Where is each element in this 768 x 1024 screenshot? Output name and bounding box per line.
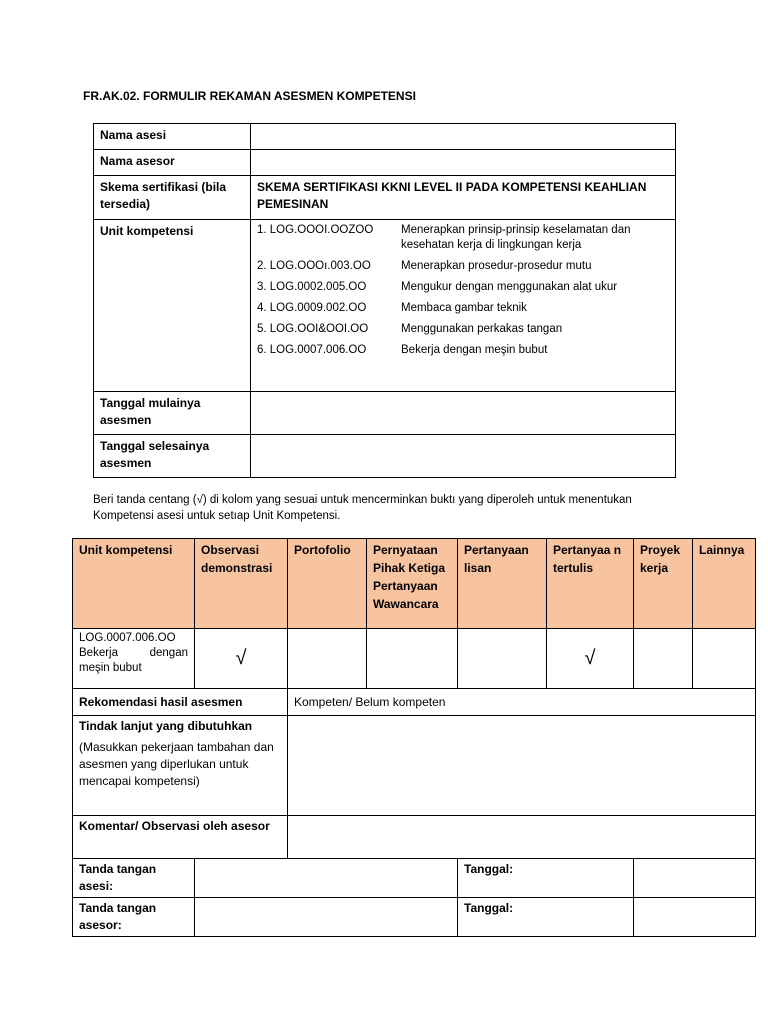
skema-label: Skema sertifikasi (bila tersedia) <box>94 176 251 220</box>
unit-desc: Menerapkan prosedur-prosedur mutu <box>401 260 592 272</box>
check-pertanyaan-tertulis[interactable]: √ <box>547 629 634 689</box>
tanggal-asesi-label: Tanggal: <box>458 859 634 898</box>
unit-desc: Bekerja dengan meşin bubut <box>401 344 548 356</box>
evidence-unit-name: Bekerja dengan meşin bubut <box>79 647 188 674</box>
check-pernyataan[interactable] <box>367 629 458 689</box>
unit-item <box>257 343 669 358</box>
assessment-info-table <box>93 123 676 478</box>
ttd-asesi-label: Tanda tangan asesi: <box>73 859 195 898</box>
tindak-lanjut-label: Tindak lanjut yang dibutuhkan <box>79 719 253 733</box>
unit-desc: Menerapkan prinsip-prinsip keselamatan dan kesehatan kerja di lingkungan kerja <box>401 224 631 251</box>
instruction-text: Beri tanda centang (√) di kolom yang sesuai untuk mencerminkan buktı yang diperoleh untuk menentukan Kompetensi asesi untuk setıap Unit Kompetensi. <box>93 494 632 522</box>
unit-item <box>257 259 669 274</box>
skema-value: SKEMA SERTIFIKASI KKNI LEVEL II PADA KOMPETENSI KEAHLIAN PEMESINAN <box>251 176 676 220</box>
check-portofolio[interactable] <box>288 629 367 689</box>
ttd-asesi-field[interactable] <box>195 859 458 898</box>
unit-kompetensi-label: Unit kompetensi <box>94 220 251 392</box>
header-unit-kompetensi: Unit kompetensi <box>73 539 195 629</box>
evidence-unit-code: LOG.0007.006.OO <box>79 632 176 644</box>
check-lainnya[interactable] <box>693 629 756 689</box>
header-portofolio: Portofolio <box>288 539 367 629</box>
tindak-lanjut-field[interactable] <box>288 716 756 816</box>
tanggal-asesor-field[interactable] <box>634 898 756 937</box>
komentar-field[interactable] <box>288 816 756 859</box>
header-pernyataan: Pernyataan Pihak Ketiga Pertanyaan Wawancara <box>367 539 458 629</box>
evidence-table <box>72 538 756 937</box>
nama-asesi-label: Nama asesi <box>94 124 251 150</box>
unit-item <box>257 301 669 316</box>
unit-code: 3. LOG.0002.005.OO <box>257 281 367 293</box>
unit-desc: Membaca gambar teknik <box>401 302 527 314</box>
unit-desc: Mengukur dengan menggunakan alat ukur <box>401 281 618 293</box>
unit-code: 1. LOG.OOOI.OOZOO <box>257 224 374 236</box>
komentar-label: Komentar/ Observasi oleh asesor <box>73 816 288 859</box>
header-pertanyaan-lisan: Pertanyaan lisan <box>458 539 547 629</box>
check-proyek-kerja[interactable] <box>634 629 693 689</box>
check-observasi[interactable]: √ <box>195 629 288 689</box>
ttd-asesor-field[interactable] <box>195 898 458 937</box>
tanggal-asesor-label: Tanggal: <box>458 898 634 937</box>
check-pertanyaan-lisan[interactable] <box>458 629 547 689</box>
rekomendasi-value[interactable]: Kompeten/ Belum kompeten <box>288 689 756 716</box>
header-lainnya: Lainnya <box>693 539 756 629</box>
unit-code: 2. LOG.OOOı.003.OO <box>257 260 371 272</box>
header-proyek-kerja: Proyek kerja <box>634 539 693 629</box>
unit-item <box>257 223 669 253</box>
rekomendasi-label: Rekomendasi hasil asesmen <box>73 689 288 716</box>
tindak-lanjut-cell <box>73 716 288 816</box>
tanggal-mulai-field[interactable] <box>251 392 676 435</box>
unit-code: 6. LOG.0007.006.OO <box>257 344 367 356</box>
unit-kompetensi-list <box>251 220 676 392</box>
ttd-asesor-label: Tanda tangan asesor: <box>73 898 195 937</box>
nama-asesor-field[interactable] <box>251 150 676 176</box>
unit-code: 5. LOG.OOI&OOI.OO <box>257 323 369 335</box>
tanggal-selesai-label: Tanggal selesainya asesmen <box>94 435 251 478</box>
unit-item <box>257 280 669 295</box>
header-pertanyaan-tertulis: Pertanyaa n tertulis <box>547 539 634 629</box>
unit-desc: Menggunakan perkakas tangan <box>401 323 563 335</box>
nama-asesi-field[interactable] <box>251 124 676 150</box>
form-title: FR.AK.02. FORMULIR REKAMAN ASESMEN KOMPETENSI <box>83 89 416 103</box>
nama-asesor-label: Nama asesor <box>94 150 251 176</box>
tindak-lanjut-note: (Masukkan pekerjaan tambahan dan asesmen yang diperlukan untuk mencapai kompetensi) <box>79 740 274 788</box>
tanggal-selesai-field[interactable] <box>251 435 676 478</box>
unit-item <box>257 322 669 337</box>
tanggal-mulai-label: Tanggal mulainya asesmen <box>94 392 251 435</box>
header-observasi: Observasi demonstrasi <box>195 539 288 629</box>
tanggal-asesi-field[interactable] <box>634 859 756 898</box>
unit-code: 4. LOG.0009.002.OO <box>257 302 367 314</box>
evidence-unit-cell <box>73 629 195 689</box>
